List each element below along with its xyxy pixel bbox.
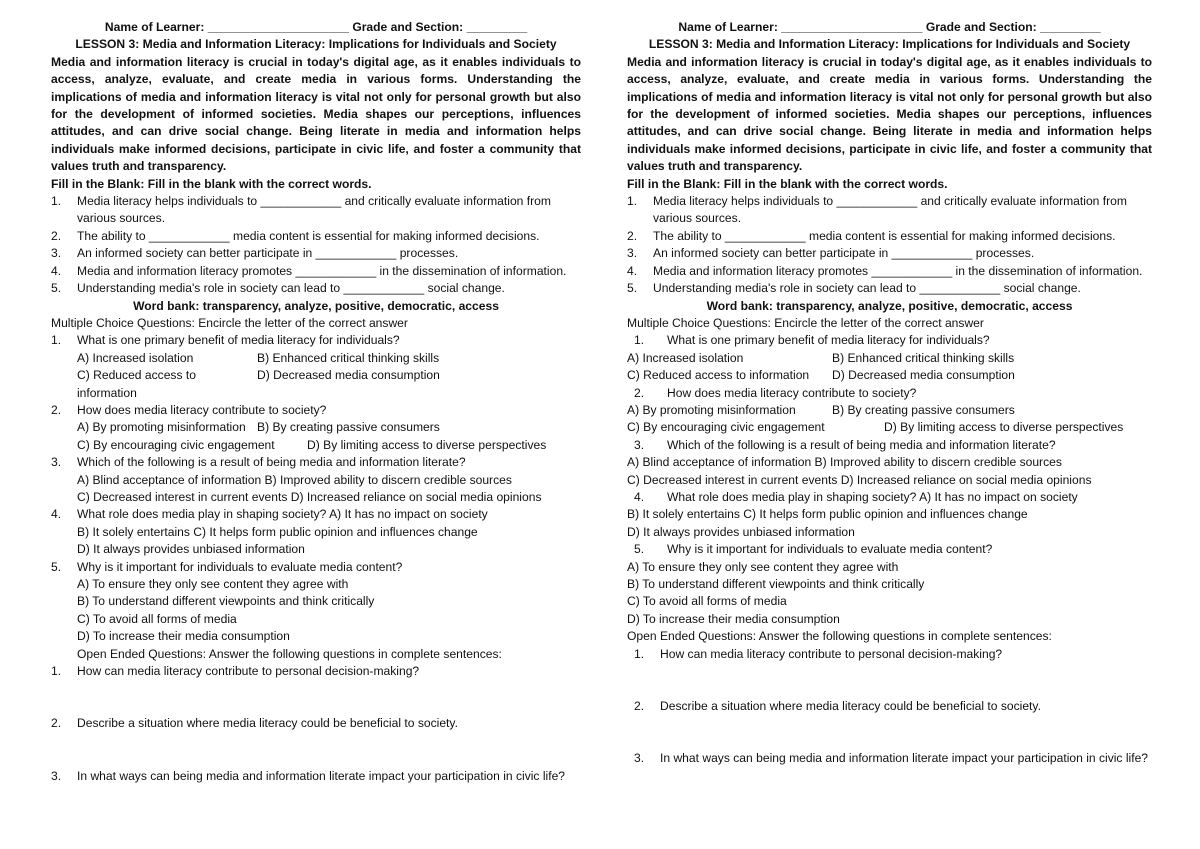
fill-blank-item: 2. The ability to ____________ media content is essential for making informed decisions. [627,228,1116,243]
intro-paragraph: Media and information literacy is crucial in today's digital age, as it enables individuals to access, analyze, evaluate, and create media in various forms. Understanding the implications of media and information literacy is vital not only for personal growth but also for the development of informed societies. Media shapes our perceptions, influences attitudes, and can drive social change. Being literate in media and information helps individuals make informed decisions, participate in civic life, and foster a community that values truth and transparency. [627,54,1152,174]
fill-blank-item: 4. Media and information literacy promotes ____________ in the dissemination of information. [51,263,567,278]
fill-blank-item: 1. Media literacy helps individuals to ____________ and critically evaluate information from various sources. [627,194,1127,226]
open-ended-question: 2. Describe a situation where media literacy could be beneficial to society. [51,716,458,731]
name-grade-line: Name of Learner: _____________________ Grade and Section: _________ [104,20,528,34]
fill-blank-item: 5. Understanding media's role in society can lead to ____________ social change. [51,281,505,296]
fill-blank-item: 3. An informed society can better participate in ____________ processes. [627,246,1035,261]
mc-question: 5. Why is it important for individuals to evaluate media content? [634,542,993,557]
fill-blank-item: 3. An informed society can better participate in ____________ processes. [51,246,459,261]
mc-options: A) Increased isolation B) Enhanced critical thinking skills [627,350,1015,365]
lesson-title: LESSON 3: Media and Information Literacy: Implications for Individuals and Society [648,37,1131,52]
answer-space[interactable] [51,733,581,768]
mc-options: C) Reduced access to information D) Decreased media consumption [77,368,440,400]
mc-options: D) It always provides unbiased information [77,542,305,557]
mc-options: C) By encouraging civic engagement D) By limiting access to diverse perspectives [77,437,547,452]
mc-options: A) Blind acceptance of information B) Improved ability to discern credible sources [627,455,1062,470]
mc-options: C) Reduced access to information D) Decreased media consumption [627,368,1015,383]
mc-question: 1. What is one primary benefit of media literacy for individuals? [634,333,990,348]
open-ended-question: 1. How can media literacy contribute to personal decision-making? [51,664,420,679]
open-ended-question: 3. In what ways can being media and information literate impact your participation in civic life? [634,751,1149,766]
mc-option: D) To increase their media consumption [627,611,840,626]
mc-options: A) Increased isolation B) Enhanced critical thinking skills [77,350,440,365]
open-ended-question: 1. How can media literacy contribute to personal decision-making? [634,646,1003,661]
mc-question: 2. How does media literacy contribute to society? [634,385,917,400]
mc-options: A) By promoting misinformation B) By creating passive consumers [627,402,1015,417]
open-ended-heading: Open Ended Questions: Answer the following questions in complete sentences: [77,646,502,661]
open-ended-heading: Open Ended Questions: Answer the following questions in complete sentences: [627,629,1052,644]
multiple-choice-heading: Multiple Choice Questions: Encircle the letter of the correct answer [51,315,408,330]
lesson-title: LESSON 3: Media and Information Literacy: Implications for Individuals and Society [75,37,557,52]
name-grade-line: Name of Learner: _____________________ Grade and Section: _________ [678,20,1101,34]
word-bank: Word bank: transparency, analyze, positive, democratic, access [133,298,499,313]
open-ended-question: 3. In what ways can being media and information literate impact your participation in civic life? [51,768,566,783]
fill-blank-item: 1. Media literacy helps individuals to ____________ and critically evaluate information from various sources. [51,194,551,226]
worksheet-right [627,19,1152,768]
mc-question: 3. Which of the following is a result of being media and information literate? [51,455,466,470]
mc-option: C) To avoid all forms of media [627,594,787,609]
mc-option: D) To increase their media consumption [77,629,290,644]
mc-question: 2. How does media literacy contribute to society? [51,402,327,417]
mc-options: C) Decreased interest in current events D) Increased reliance on social media opinions [77,489,542,504]
mc-option: A) To ensure they only see content they agree with [77,577,349,591]
answer-space[interactable] [627,715,1152,750]
fill-blank-item: 2. The ability to ____________ media content is essential for making informed decisions. [51,228,540,243]
mc-question: 5. Why is it important for individuals to evaluate media content? [51,559,403,574]
answer-space[interactable] [627,663,1152,698]
mc-option: B) To understand different viewpoints and think critically [627,577,925,591]
answer-space[interactable] [51,680,581,715]
mc-option: A) To ensure they only see content they agree with [627,559,899,574]
mc-options: C) Decreased interest in current events D) Increased reliance on social media opinions [627,472,1092,487]
mc-question: 3. Which of the following is a result of being media and information literate? [634,437,1056,452]
mc-options: A) Blind acceptance of information B) Improved ability to discern credible sources [77,472,512,487]
intro-paragraph: Media and information literacy is crucial in today's digital age, as it enables individuals to access, analyze, evaluate, and create media in various forms. Understanding the implications of media and information literacy is vital not only for personal growth but also for the development of informed societies. Media shapes our perceptions, influences attitudes, and can drive social change. Being literate in media and information helps individuals make informed decisions, participate in civic life, and foster a community that values truth and transparency. [51,54,581,174]
mc-options: B) It solely entertains C) It helps form public opinion and influences change [77,524,478,539]
mc-question: 4. What role does media play in shaping society? A) It has no impact on society [634,489,1078,504]
mc-options: B) It solely entertains C) It helps form public opinion and influences change [627,507,1028,522]
fill-blank-heading: Fill in the Blank: Fill in the blank with the correct words. [51,176,372,191]
mc-options: A) By promoting misinformation B) By creating passive consumers [77,420,440,435]
mc-options: D) It always provides unbiased information [627,524,855,539]
fill-blank-heading: Fill in the Blank: Fill in the blank with the correct words. [627,176,948,191]
mc-option: B) To understand different viewpoints and think critically [77,594,375,609]
mc-question: 1. What is one primary benefit of media literacy for individuals? [51,333,400,348]
mc-question: 4. What role does media play in shaping society? A) It has no impact on society [51,507,488,522]
multiple-choice-heading: Multiple Choice Questions: Encircle the letter of the correct answer [627,315,984,330]
mc-option: C) To avoid all forms of media [77,611,237,626]
fill-blank-item: 4. Media and information literacy promotes ____________ in the dissemination of information. [627,263,1143,278]
worksheet-left [51,19,581,785]
word-bank: Word bank: transparency, analyze, positive, democratic, access [706,298,1073,313]
open-ended-question: 2. Describe a situation where media literacy could be beneficial to society. [634,699,1041,714]
fill-blank-item: 5. Understanding media's role in society can lead to ____________ social change. [627,281,1081,296]
mc-options: C) By encouraging civic engagement D) By limiting access to diverse perspectives [627,420,1124,435]
